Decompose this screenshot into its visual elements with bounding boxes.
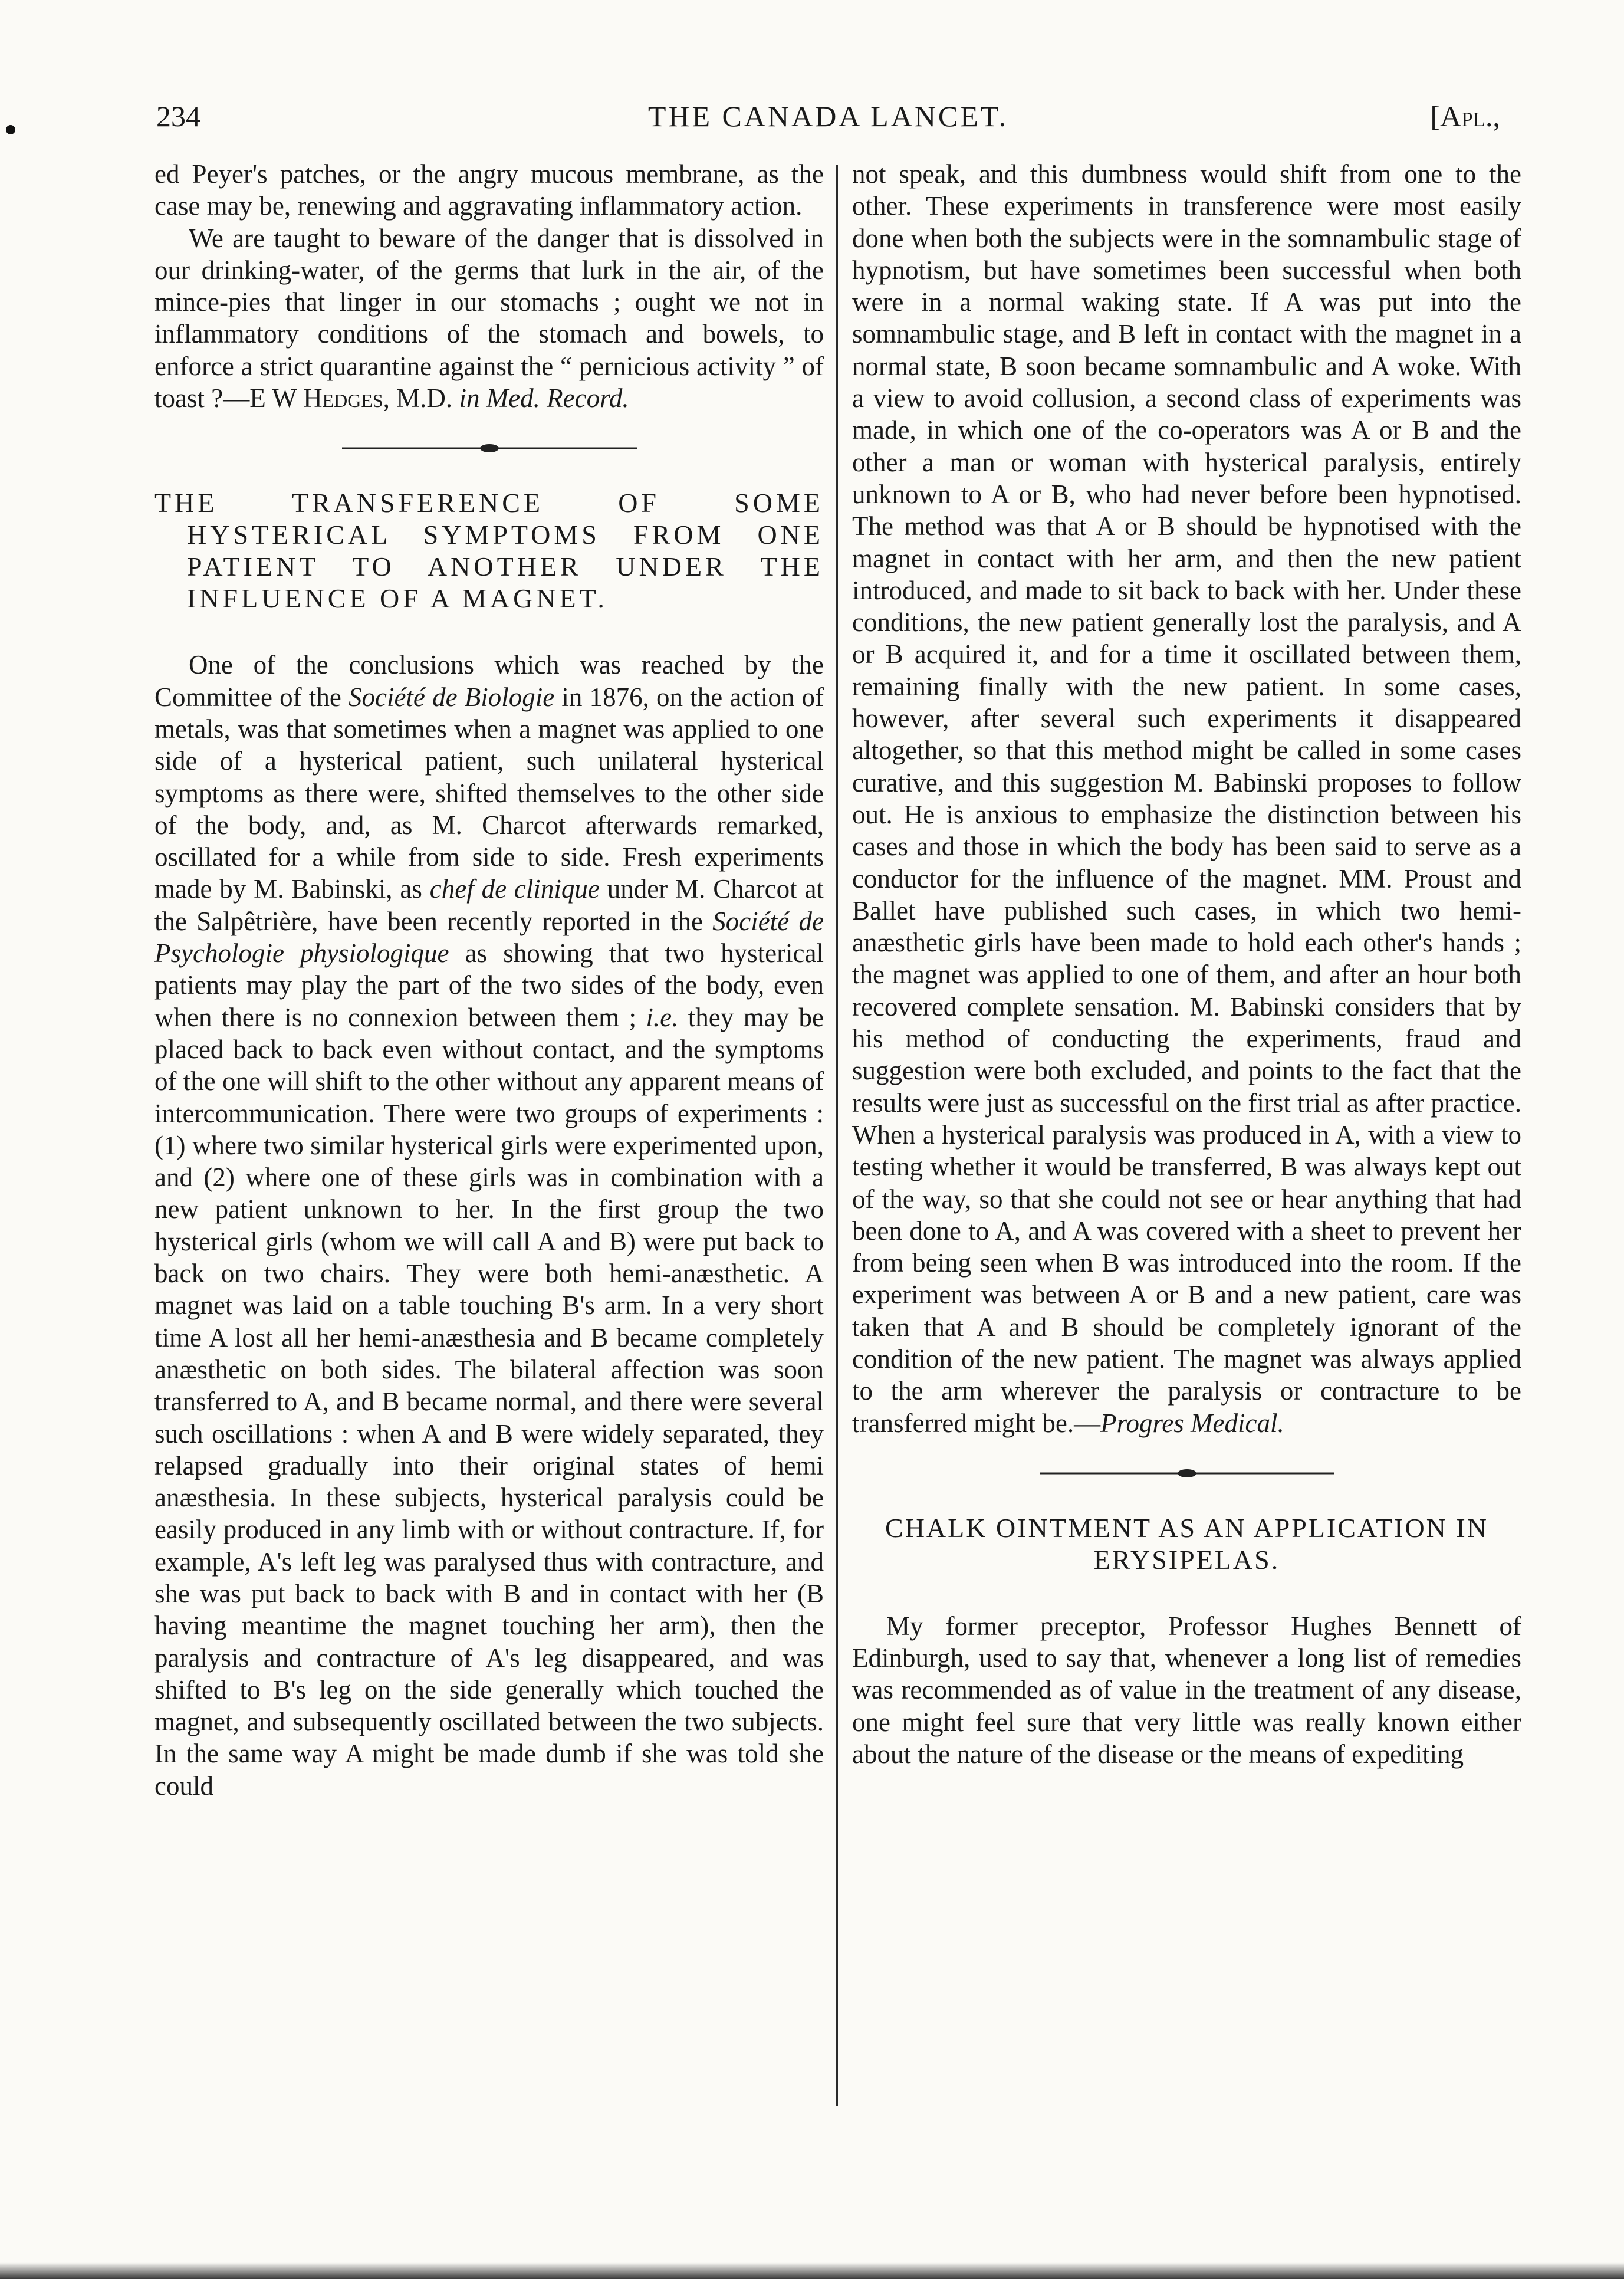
continued-article-paragraph: not speak, and this dumbness would shift from one to the other. These experiments in transference were most easily done when both the subjects were in the somnambulic stage of hypnotism, but have sometimes been successful when both were in a normal waking state. If A was put into the somnambulic stage, and B left in contact with the magnet in a normal state, B soon became somnambulic and A woke. With a view to avoid collusion, a second class of experiments was made, in which one of the co-operators was A or B and the other a man or woman with hysterical paralysis, entirely unknown to A or B, who had never before been hypnotised. The method was that A or B should be hypnotised with the magnet in contact with her arm, and then the new patient introduced, and made to sit back to back with her. Under these conditions, the new patient generally lost the paralysis, and A or B acquired it, and for a time it oscillated between them, remaining finally with the new patient. In some cases, however, after several such experiments it disappeared altogether, so that this method might be called in some cases curative, and this suggestion M. Babinski proposes to follow out. He is anxious to emphasize the distinction between his cases and those in which the body has been said to serve as a conductor for the influence of the magnet. MM. Proust and Ballet have published such cases, in which two hemi-anæsthetic girls have been made to hold each other's hands ; the magnet was applied to one of them, and after an hour both recovered complete sensation. M. Babinski considers that by his method of conducting the experiments, fraud and suggestion were both excluded, and points to the fact that the results were just as successful on the first trial as after practice. When a hysterical paralysis was produced in A, with a view to testing whether it would be transferred, B was always kept out of the way, so that she could not see or hear anything that had been done to A, and A was covered with a sheet to prevent her from being seen when B was introduced into the room. If the experiment was between A or B and a new patient, care was taken that A and B should be completely ignorant of the condition of the new patient. The magnet was always applied to the arm wherever the paralysis or contracture to be transferred might be.—Progres Medical.: [852, 159, 1521, 1438]
chalk-ointment-paragraph: My former preceptor, Professor Hughes Bennett of Edinburgh, used to say that, whenever a long list of remedies was recommended as of value in the treatment of any disease, one might feel sure that very little was really known either about the nature of the disease or the means of expediting: [852, 1611, 1521, 1769]
author-name: Hedges: [303, 383, 383, 413]
section-divider-ornament: [1040, 1467, 1334, 1479]
column-rule: [836, 165, 838, 2106]
running-header: [156, 99, 1500, 152]
article-paragraph: One of the conclusions which was reached by the Committee of the Société de Biologie in 1876, on the action of metals, was that sometimes when a magnet was applied to one side of a hysterical patient, such unilateral hysterical symptoms as there were, shifted themselves to the other side of the body, and, as M. Charcot afterwards remarked, oscillated for a while from side to side. Fresh experiments made by M. Babinski, as chef de clinique under M. Charcot at the Salpêtrière, have been recently reported in the Société de Psychologie physiologique as showing that two hysterical patients may play the part of the two sides of the body, even when there is no connexion between them ; i.e. they may be placed back to back even without contact, and the symptoms of the one will shift to the other without any apparent means of intercommunication. There were two groups of experiments : (1) where two similar hysterical girls were experimented upon, and (2) where one of these girls was in combination with a new patient unknown to her. In the first group the two hysterical girls (whom we will call A and B) were put back to back on two chairs. They were both hemi-anæsthetic. A magnet was laid on a table touching B's arm. In a very short time A lost all her hemi-anæsthesia and B became completely anæsthetic on both sides. The bilateral affection was soon transferred to A, and B became normal, and there were several such oscillations : when A and B were widely separated, they relapsed gradually into their original states of hemi anæsthesia. In these subjects, hysterical paralysis could be easily produced in any limb with or without contracture. If, for example, A's left leg was paralysed thus with contracture, and she was put back to back with B and in contact with her (B having meantime the magnet touching her arm), then the paralysis and contracture of A's leg disappeared, and was shifted to B's leg on the side generally which touched the magnet, and subsequently oscillated between the two subjects. In the same way A might be made dumb if she was told she could: [154, 650, 824, 1801]
source-citation: in Med. Record.: [459, 383, 629, 413]
section-divider-ornament: [342, 442, 637, 454]
source-citation: Progres Medical.: [1100, 1408, 1284, 1438]
article-heading-rest: HYSTERICAL SYMPTOMS FROM ONE PATIENT TO ANOTHER UNDER THE INFLUENCE OF A MAGNET.: [187, 520, 824, 614]
margin-mark: [6, 125, 15, 134]
scan-edge: [0, 2262, 1624, 2279]
article-heading: [154, 487, 824, 615]
journal-title: THE CANADA LANCET.: [647, 100, 1009, 133]
page-number: 234: [156, 100, 200, 133]
continued-paragraph: ed Peyer's patches, or the angry mucous membrane, as the case may be, renewing and aggravating inflammatory action.: [154, 159, 824, 221]
right-column: [852, 158, 1521, 1770]
article-heading-line1: THE TRANSFERENCE OF SOME: [154, 488, 824, 518]
toast-paragraph: We are taught to beware of the danger that is dissolved in our drinking-water, of the germs that lurk in the air, of the mince-pies that linger in our stomachs ; ought we not in inflammatory conditions of the stomach and bowels, to enforce a strict quarantine against the “ pernicious activity ” of toast ?—E W Hedges, M.D. in Med. Record.: [154, 223, 824, 413]
left-column: [154, 158, 824, 1802]
chalk-ointment-heading: CHALK OINTMENT AS AN APPLICATION IN ERYSIPELAS.: [885, 1512, 1488, 1575]
issue-month: [Apl.,: [1430, 100, 1500, 133]
